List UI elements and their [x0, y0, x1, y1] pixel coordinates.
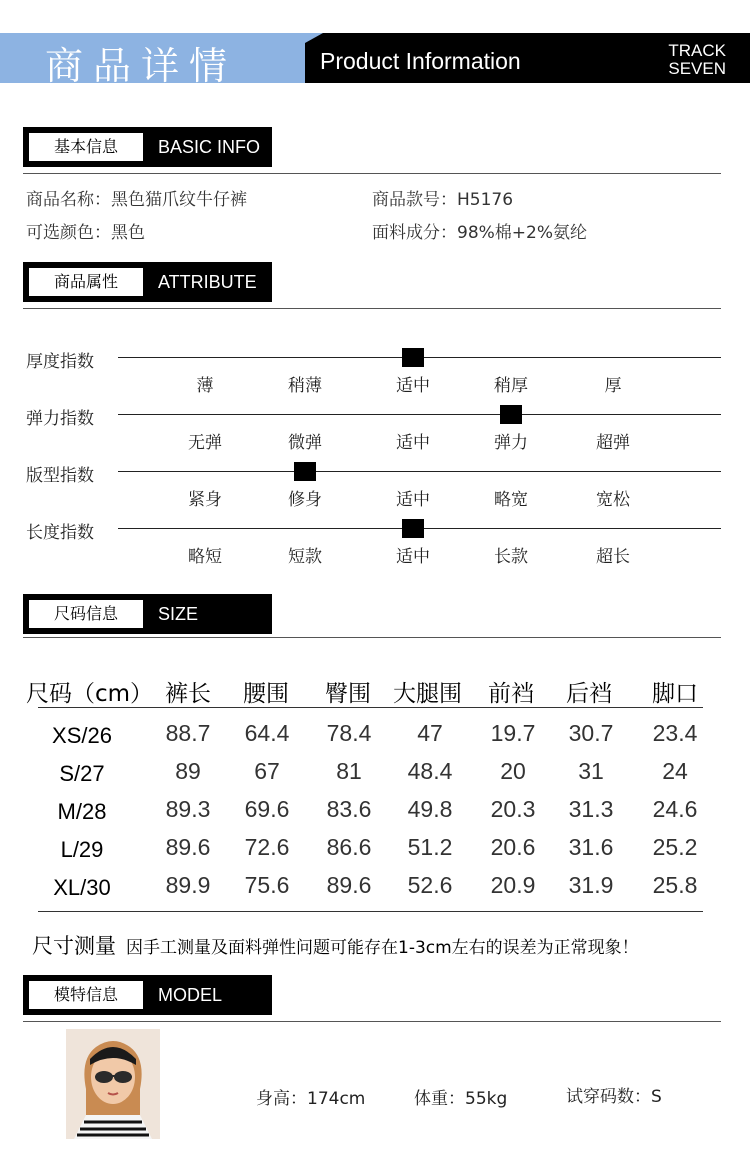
size-table-cell: 83.6 — [326, 796, 372, 822]
size-table-header: 裤长 — [165, 681, 211, 707]
section-header-size — [23, 594, 272, 634]
size-table-cell: 51.2 — [407, 834, 453, 860]
section-label-cn: 商品属性 — [29, 268, 143, 296]
size-table-cell: 47 — [417, 720, 443, 746]
attribute-option: 适中 — [396, 547, 430, 567]
section-header-attribute — [23, 262, 272, 302]
size-table-cell: 89.6 — [165, 834, 211, 860]
size-table-cell: 20.3 — [490, 796, 536, 822]
attribute-selected-marker — [402, 519, 424, 538]
size-table-header: 腰围 — [243, 681, 289, 707]
size-table-cell: 31.9 — [568, 872, 614, 898]
product-color: 可选颜色：黑色 — [26, 223, 145, 243]
header-banner-cn — [0, 33, 305, 88]
size-row-label: M/28 — [57, 799, 107, 824]
size-table-cell: 19.7 — [490, 720, 536, 746]
attribute-option: 适中 — [396, 490, 430, 510]
size-table-cell: 25.8 — [652, 872, 698, 898]
size-table-cell: 52.6 — [407, 872, 453, 898]
note-title: 尺寸测量 — [32, 934, 116, 958]
attribute-option: 长款 — [494, 547, 528, 567]
section-rule — [23, 637, 721, 638]
attribute-label: 长度指数 — [26, 523, 94, 543]
section-label-en: SIZE — [158, 604, 199, 624]
size-table-cell: 23.4 — [652, 720, 698, 746]
section-rule — [23, 1021, 721, 1022]
size-table-cell: 64.4 — [244, 720, 290, 746]
size-table-header: 后裆 — [566, 681, 612, 707]
section-label-cn: 模特信息 — [29, 981, 143, 1009]
attribute-option: 宽松 — [596, 490, 630, 510]
attribute-label: 厚度指数 — [26, 352, 94, 372]
size-table-cell: 89.9 — [165, 872, 211, 898]
header-title-en: Product Information — [320, 48, 521, 74]
attribute-option: 稍厚 — [494, 376, 528, 396]
brand-logo — [668, 42, 726, 78]
attribute-option: 弹力 — [494, 433, 528, 453]
size-table-cell: 31.3 — [568, 796, 614, 822]
model-photo — [66, 1029, 160, 1139]
attribute-scale-line — [118, 414, 721, 415]
measurement-note — [32, 930, 639, 960]
note-text: 因手工测量及面料弹性问题可能存在1-3cm左右的误差为正常现象！ — [126, 938, 639, 958]
section-label-en: ATTRIBUTE — [158, 272, 257, 292]
section-header-basic — [23, 127, 272, 167]
attribute-option: 薄 — [196, 376, 214, 396]
size-table-cell: 25.2 — [652, 834, 698, 860]
product-fabric: 面料成分：98%棉+2%氨纶 — [372, 223, 587, 243]
size-row-label: XL/30 — [53, 875, 111, 900]
attribute-option: 超长 — [596, 547, 630, 567]
product-sku: 商品款号：H5176 — [372, 190, 514, 210]
attribute-option: 微弹 — [288, 433, 322, 453]
attribute-option: 适中 — [396, 376, 430, 396]
attribute-label: 弹力指数 — [26, 409, 94, 429]
size-row-label: S/27 — [59, 761, 105, 786]
size-table-cell: 20.6 — [490, 834, 536, 860]
size-table-header: 尺码（cm） — [26, 681, 154, 707]
attribute-option: 紧身 — [188, 490, 222, 510]
size-table-cell: 86.6 — [326, 834, 372, 860]
size-table-header: 脚口 — [652, 681, 698, 707]
size-table-cell: 24 — [662, 758, 688, 784]
brand-line-2: SEVEN — [668, 59, 726, 78]
attribute-option: 短款 — [288, 547, 322, 567]
section-rule — [23, 173, 721, 174]
size-table-header: 大腿围 — [393, 681, 462, 707]
attribute-scale-line — [118, 471, 721, 472]
size-table-cell: 31.6 — [568, 834, 614, 860]
size-table-cell: 72.6 — [244, 834, 290, 860]
attribute-option: 略短 — [188, 547, 222, 567]
size-row-label: L/29 — [60, 837, 104, 862]
section-header-model — [23, 975, 272, 1015]
attribute-option: 适中 — [396, 433, 430, 453]
size-table-cell: 31 — [578, 758, 604, 784]
attribute-selected-marker — [294, 462, 316, 481]
size-table-cell: 69.6 — [244, 796, 290, 822]
section-label-cn: 尺码信息 — [29, 600, 143, 628]
model-size: 试穿码数：S — [566, 1087, 662, 1107]
header-title-cn: 商品详情 — [45, 44, 238, 88]
size-table-cell: 81 — [336, 758, 362, 784]
attribute-option: 厚 — [604, 376, 622, 396]
banner-notch — [305, 33, 323, 43]
size-table-cell: 20 — [500, 758, 526, 784]
attribute-option: 略宽 — [494, 490, 528, 510]
size-table-header: 前裆 — [488, 681, 534, 707]
size-table-cell: 30.7 — [568, 720, 614, 746]
size-table-cell: 49.8 — [407, 796, 453, 822]
attribute-selected-marker — [402, 348, 424, 367]
attribute-label: 版型指数 — [26, 466, 94, 486]
size-table-cell: 20.9 — [490, 872, 536, 898]
section-label-cn: 基本信息 — [29, 133, 143, 161]
size-row-label: XS/26 — [52, 723, 112, 748]
size-table-header: 臀围 — [325, 681, 371, 707]
size-table-cell: 48.4 — [407, 758, 453, 784]
product-name: 商品名称：黑色猫爪纹牛仔裤 — [26, 190, 247, 210]
size-table-cell: 78.4 — [326, 720, 372, 746]
attribute-option: 无弹 — [188, 433, 222, 453]
size-table-cell: 88.7 — [165, 720, 211, 746]
attribute-selected-marker — [500, 405, 522, 424]
section-label-en: BASIC INFO — [158, 137, 261, 157]
table-header-rule — [38, 707, 703, 708]
model-height: 身高：174cm — [256, 1089, 366, 1109]
section-label-en: MODEL — [158, 985, 223, 1005]
attribute-option: 超弹 — [596, 433, 630, 453]
attribute-option: 稍薄 — [288, 376, 322, 396]
size-table-cell: 75.6 — [244, 872, 290, 898]
size-table-cell: 89.3 — [165, 796, 211, 822]
table-bottom-rule — [38, 911, 703, 912]
brand-line-1: TRACK — [668, 41, 726, 60]
size-table-cell: 24.6 — [652, 796, 698, 822]
size-table-cell: 89 — [175, 758, 201, 784]
size-table-cell: 67 — [254, 758, 280, 784]
size-table-cell: 89.6 — [326, 872, 372, 898]
section-rule — [23, 308, 721, 309]
model-weight: 体重：55kg — [414, 1089, 508, 1109]
attribute-option: 修身 — [288, 490, 322, 510]
